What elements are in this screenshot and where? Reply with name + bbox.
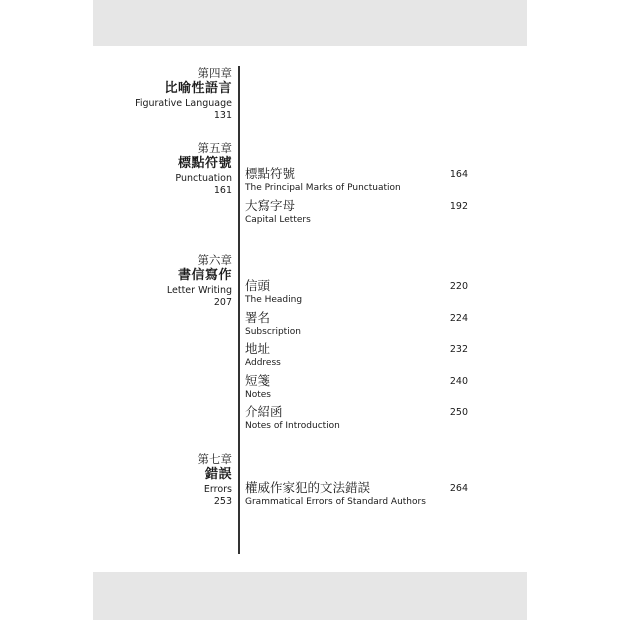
- entry-title-zh: 標點符號: [245, 166, 296, 181]
- toc-entry[interactable]: [245, 278, 470, 306]
- entry-page: 232: [449, 344, 468, 355]
- entry-title-en: The Principal Marks of Punctuation: [245, 183, 401, 193]
- chapter-page: 131: [213, 110, 232, 121]
- toc-entry[interactable]: [245, 341, 470, 369]
- toc-entry[interactable]: [245, 198, 470, 226]
- chapter-title-en: Errors: [203, 484, 232, 495]
- entry-title-en: The Heading: [245, 295, 303, 305]
- entry-page: 240: [449, 376, 468, 387]
- toc-entry[interactable]: [245, 166, 470, 194]
- chapter-number: 第六章: [197, 253, 232, 267]
- entry-page: 250: [449, 407, 468, 418]
- divider-line: [238, 66, 240, 554]
- chapter-heading: [135, 66, 232, 122]
- chapter-title-zh: 書信寫作: [177, 268, 232, 283]
- chapter-title-zh: 比喻性語言: [164, 81, 232, 96]
- chapter-page: 161: [213, 185, 232, 196]
- entry-title-en: Capital Letters: [245, 215, 311, 225]
- bottom-gray-band: [93, 572, 527, 620]
- entry-title-zh: 介紹函: [245, 404, 283, 419]
- entry-title-zh: 大寫字母: [245, 198, 296, 213]
- entry-title-zh: 短箋: [245, 373, 271, 388]
- chapter-title-en: Punctuation: [175, 173, 232, 184]
- entry-page: 220: [449, 281, 468, 292]
- entry-title-zh: 權威作家犯的文法錯誤: [245, 480, 371, 495]
- chapter-heading: [198, 452, 233, 508]
- entry-title-zh: 署名: [245, 310, 271, 325]
- entry-title-en: Subscription: [245, 327, 301, 337]
- entry-title-en: Notes: [245, 390, 271, 400]
- entry-page: 164: [449, 169, 468, 180]
- entry-page: 264: [449, 483, 468, 494]
- chapter-number: 第五章: [197, 141, 232, 155]
- entry-title-en: Notes of Introduction: [245, 421, 340, 431]
- chapter-title-zh: 標點符號: [177, 156, 232, 171]
- toc-entry[interactable]: [245, 480, 470, 508]
- chapter-title-en: Figurative Language: [135, 98, 232, 109]
- toc-entry[interactable]: [245, 404, 470, 432]
- chapter-heading: [167, 253, 232, 309]
- chapter-page: 253: [213, 496, 232, 507]
- chapter-title-zh: 錯誤: [204, 467, 232, 482]
- chapter-heading: [175, 141, 232, 197]
- chapter-title-en: Letter Writing: [166, 285, 232, 296]
- toc-entry[interactable]: [245, 373, 470, 401]
- chapter-number: 第七章: [197, 452, 232, 466]
- entry-title-en: Address: [245, 358, 281, 368]
- entry-title-zh: 地址: [245, 341, 271, 356]
- entry-page: 224: [449, 313, 468, 324]
- entry-page: 192: [449, 201, 468, 212]
- chapter-number: 第四章: [197, 66, 232, 80]
- entry-title-zh: 信頭: [245, 278, 271, 293]
- top-gray-band: [93, 0, 527, 46]
- chapter-page: 207: [213, 297, 232, 308]
- entry-title-en: Grammatical Errors of Standard Authors: [245, 497, 426, 507]
- toc-entry[interactable]: [245, 310, 470, 338]
